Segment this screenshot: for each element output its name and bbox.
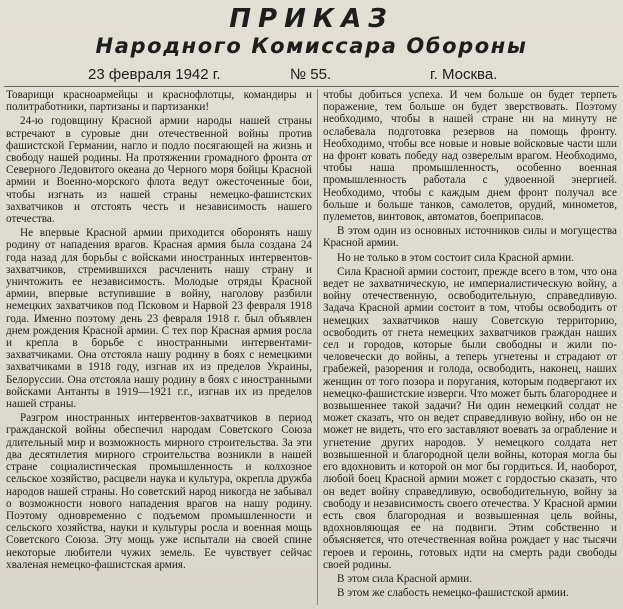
paragraph: В этом сила Красной армии. (337, 572, 472, 585)
paragraph: Товарищи красноармейцы и краснофлотцы, командиры и политработники, партизаны и партизанки! (6, 89, 312, 114)
paragraph: Разгром иностранных интервентов-захватчиков в период гражданской войны обеспечил народам Советского Союза длительный мир и возможность мирного строительства. За эти два десятилетия мирного строительства возникли в нашей стране социалистическая промышленность и колхозное сельское хозяйство, расцвели наука и культура, окрепла дружба народов нашей страны. Но советский народ никогда не забывал о возможности нового нападения врагов на нашу родину. Поэтому одновременно с подъемом промышленности и сельского хозяйства, науки и культуры росла и военная мощь Советского Союза. Эту мощь уже испытали на своей спине некоторые любители чужих земель. Ее чувствует сейчас хваленая немецко-фашистская армия. (6, 412, 312, 571)
order-number: № 55. (290, 66, 332, 83)
paragraph: Но не только в этом состоит сила Красной армии. (337, 251, 574, 264)
paragraph: Сила Красной армии состоит, прежде всего в том, что она ведет не захватническую, не империалистическую войну, а войну отечественную, освободительную, справедливую. Задача Красной армии состоит в том, чтобы освободить от немецких захватчиков нашу Советскую территорию, освободить от гнета немецких захватчиков граждан наших сел и городов, которые были свободны и жили по-человечески до войны, а теперь угнетены и страдают от грабежей, разорения и голода, освободить, наконец, наших женщин от того позора и поругания, которым подвергают их немецко-фашистские изверги. Что может быть благороднее и возвышеннее такой задачи? Ни один немецкий солдат не может сказать, что он ведет справедливую войну, ибо он не может не видеть, что его заставляют воевать за ограбление и угнетение других народов. У немецкого солдата нет возвышенной и благородной цели войны, которая могла бы его вдохновить и которой он мог бы гордиться. И, наоборот, любой боец Красной армии может с гордостью сказать, что он ведет войну справедливую, освободительную, войну за свободу и независимость своего отечества. У Красной армии есть своя благородная и возвышенная цель войны, вдохновляющая ее на подвиги. Этим собственно и объясняется, что отечественная война рождает у нас тысячи героев и героинь, готовых идти на смерть ради свободы своей родины. (323, 265, 617, 571)
paragraph: Не впервые Красной армии приходится оборонять нашу родину от нападения врагов. Красная армия была создана 24 года назад для борьбы с войсками иностранных интервентов-захватчиков, стремившихся расчленить нашу страну и уничтожить ее независимость. Молодые отряды Красной армии, впервые вступившие в войну, наголову разбили немецких захватчиков под Псковом и Нарвой 23 февраля 1918 года. Именно поэтому день 23 февраля 1918 г. был объявлен днем рождения Красной армии. С тех пор Красная армия росла и крепла в борьбе с иностранными интервентами-захватчиками. Она отстояла нашу родину в боях с немецкими захватчиками в 1918 году, изгнав их из пределов Украины, Белоруссии. Она отстояла нашу родину в боях с иностранными войсками Антанты в 1919—1921 г.г., изгнав их из пределов нашей страны. (6, 227, 312, 411)
left-column (6, 89, 312, 609)
right-column (323, 89, 617, 609)
paragraph: 24-ю годовщину Красной армии народы нашей страны встречают в суровые дни отечественной войны против фашистской Германии, нагло и подло посягающей на жизнь и свободу нашей родины. На протяжении громадного фронта от Северного Ледовитого океана до Черного моря бойцы Красной армии и Военно-морского флота ведут ожесточенные бои, чтобы изгнать из нашей страны немецко-фашистских захватчиков и отстоять честь и независимость нашего отечества. (6, 115, 312, 226)
header-divider (4, 86, 619, 87)
order-subtitle: Народного Комиссара Обороны (95, 34, 528, 58)
order-title: ПРИКАЗ (229, 4, 394, 34)
paragraph: В этом же слабость немецко-фашистской армии. (337, 587, 569, 600)
order-date: 23 февраля 1942 г. (88, 66, 221, 83)
paragraph: В этом один из основных источников силы и могущества Красной армии. (323, 225, 617, 250)
dateline (0, 64, 623, 86)
paragraph: чтобы добиться успеха. И чем больше он будет терпеть поражение, тем больше он будет зверствовать. Поэтому необходимо, чтобы в нашей стране ни на минуту не ослабевала подготовка резервов на помощь фронту. Необходимо, чтобы все новые и новые войсковые части шли на фронт ковать победу над озверелым врагом. Необходимо, чтобы наша промышленность, особенно военная промышленность работала с удвоенной энергией. Необходимо, чтобы с каждым днем фронт получал все больше и больше танков, самолетов, орудий, минометов, пулеметов, винтовок, автоматов, боеприпасов. (323, 89, 617, 224)
column-divider (317, 89, 318, 605)
order-city: г. Москва. (430, 66, 498, 83)
